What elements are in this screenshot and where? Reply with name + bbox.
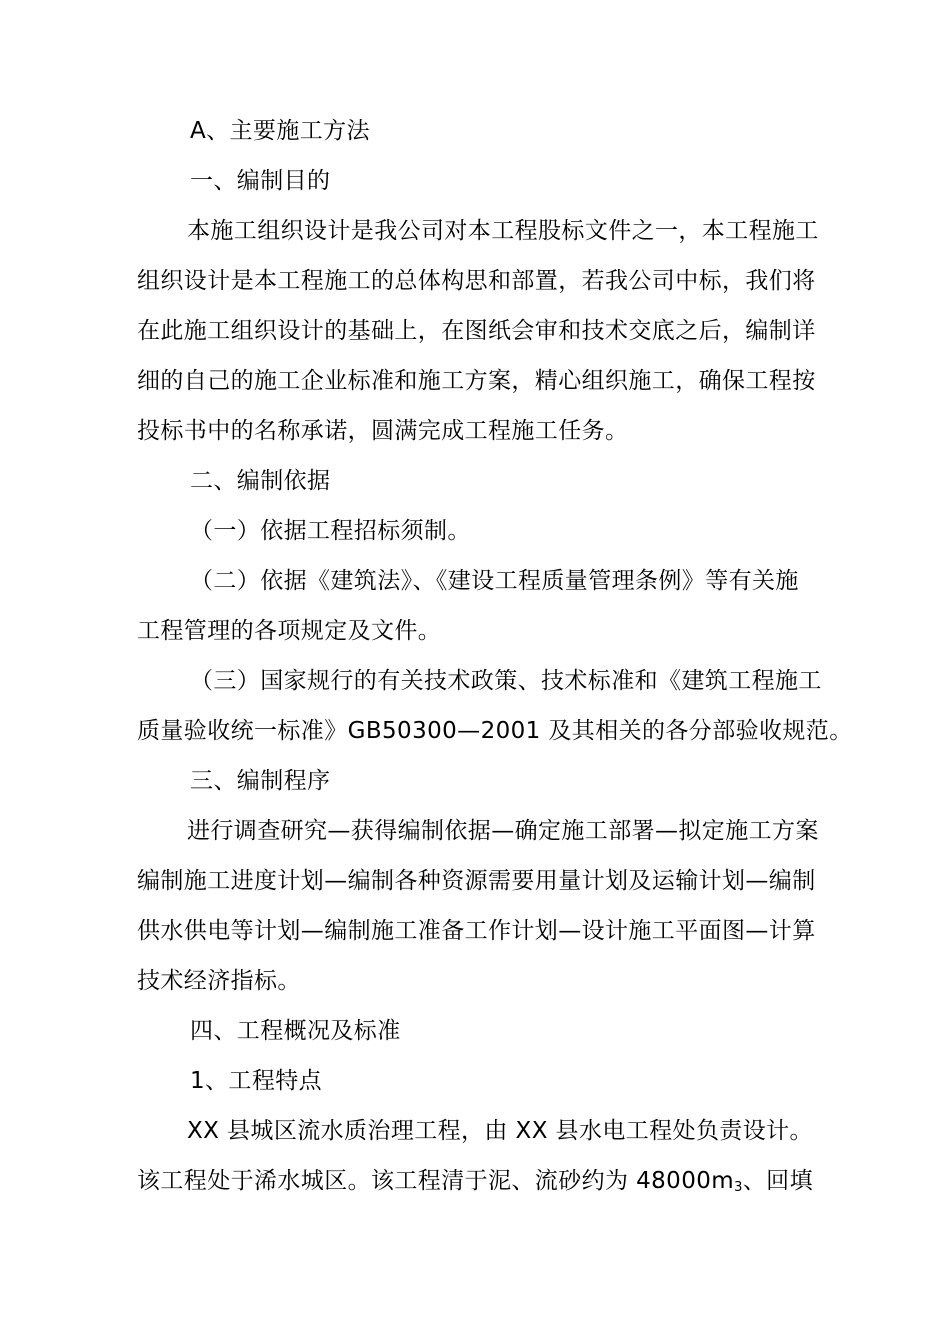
- list-item-1: （一）依据工程招标须制。: [190, 518, 471, 544]
- heading-1-purpose: 一、编制目的: [190, 168, 331, 194]
- paragraph-line: 组织设计是本工程施工的总体构思和部置，若我公司中标，我们将: [137, 268, 816, 294]
- paragraph-line-with-unit: [137, 1166, 813, 1203]
- paragraph-line: 进行调查研究—获得编制依据—确定施工部署—拟定施工方案: [187, 818, 819, 844]
- list-item-2: （二）依据《建筑法》、《建设工程质量管理条例》等有关施: [190, 568, 799, 594]
- heading-3-procedure: 三、编制程序: [190, 768, 331, 794]
- paragraph-line: 细的自己的施工企业标准和施工方案，精心组织施工，确保工程按: [137, 368, 816, 394]
- heading-2-basis: 二、编制依据: [190, 468, 331, 494]
- paragraph-line: XX 县城区流水质治理工程，由 XX 县水电工程处负责设计。: [187, 1118, 813, 1144]
- line-text-tail: 、回填: [742, 1168, 813, 1194]
- heading-4-overview: 四、工程概况及标准: [190, 1018, 401, 1044]
- unit-subscript: 3: [734, 1180, 743, 1195]
- paragraph-line: 在此施工组织设计的基础上，在图纸会审和技术交底之后，编制详: [137, 318, 816, 344]
- paragraph-line: 编制施工进度计划—编制各种资源需要用量计划及运输计划—编制: [137, 868, 816, 894]
- line-text: 该工程处于浠水城区。该工程清于泥、流砂约为 48000m: [137, 1168, 735, 1194]
- heading-a-main-methods: A、主要施工方法: [190, 118, 370, 144]
- paragraph-line: 本施工组织设计是我公司对本工程股标文件之一，本工程施工: [187, 218, 819, 244]
- paragraph-line: 供水供电等计划—编制施工准备工作计划—设计施工平面图—计算: [137, 918, 816, 944]
- paragraph-line: 质量验收统一标准》GB50300—2001 及其相关的各分部验收规范。: [137, 718, 853, 744]
- paragraph-line: 技术经济指标。: [137, 968, 301, 994]
- paragraph-line: 工程管理的各项规定及文件。: [137, 618, 442, 644]
- subheading-1-features: 1、工程特点: [190, 1068, 323, 1094]
- paragraph-line: 投标书中的名称承诺，圆满完成工程施工任务。: [137, 418, 629, 444]
- list-item-3: （三）国家规行的有关技术政策、技术标准和《建筑工程施工: [190, 668, 822, 694]
